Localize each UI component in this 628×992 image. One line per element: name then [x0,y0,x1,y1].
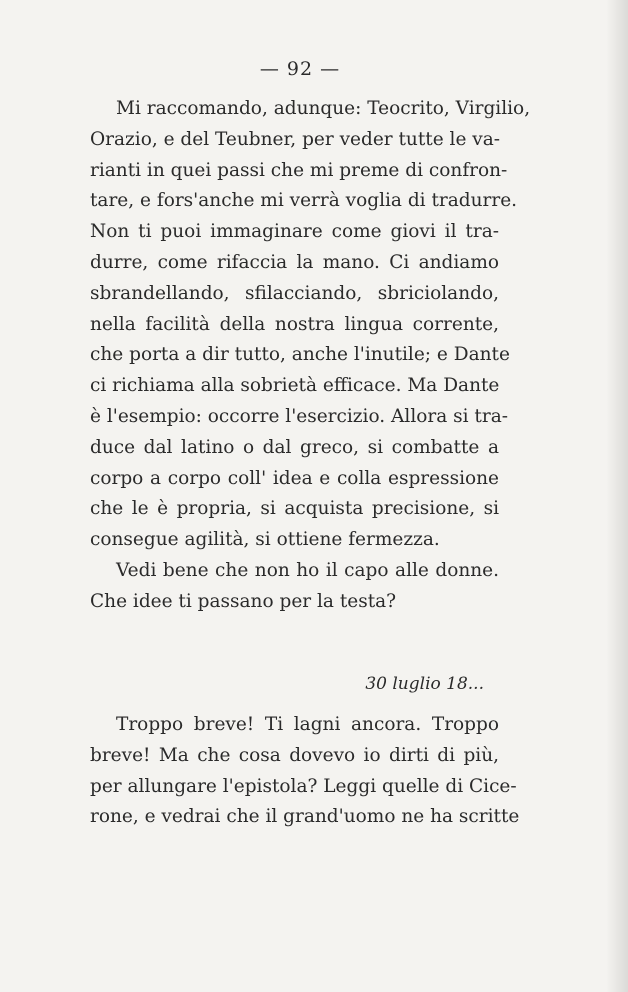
text-line: corpo a corpo coll' idea e colla espressione [90,467,499,489]
page-number: — 92 — [259,58,341,80]
text-line: Che idee ti passano per la testa? [90,590,397,612]
text-line: consegue agilità, si ottiene fermezza. [90,529,440,551]
text-line: che le è propria, si acquista precisione, si [90,498,499,520]
text-line: rianti in quei passi che mi preme di confron- [90,159,508,181]
text-line: è l'esempio: occorre l'esercizio. Allora si tra- [90,405,508,427]
text-line: che porta a dir tutto, anche l'inutile; e Dante [90,344,510,366]
text-line: nella facilità della nostra lingua corrente, [90,313,499,335]
text-line: Vedi bene che non ho il capo alle donne. [116,559,499,581]
text-line: tare, e fors'anche mi verrà voglia di tradurre. [90,190,518,212]
letter-date: 30 luglio 18... [365,674,484,694]
text-line: per allungare l'epistola? Leggi quelle di Cice- [90,775,517,797]
paragraph-1 [90,94,531,618]
text-line: rone, e vedrai che il grand'uomo ne ha scritte [90,806,520,828]
text-line: Troppo breve! Ti lagni ancora. Troppo [116,714,499,735]
text-line: Orazio, e del Teubner, per veder tutte le va- [90,128,501,150]
text-line: breve! Ma che cosa dovevo io dirti di più, [90,744,499,766]
paragraph-3 [90,710,520,833]
text-line: Non ti puoi immaginare come giovi il tra- [90,221,499,243]
text-line: ci richiama alla sobrietà efficace. Ma Dante [90,375,500,397]
text-line: durre, come rifaccia la mano. Ci andiamo [90,251,499,273]
text-line: sbrandellando, sfilacciando, sbriciolando, [90,282,499,304]
text-line: Mi raccomando, adunque: Teocrito, Virgilio, [116,98,531,119]
text-line: duce dal latino o dal greco, si combatte a [90,436,499,458]
